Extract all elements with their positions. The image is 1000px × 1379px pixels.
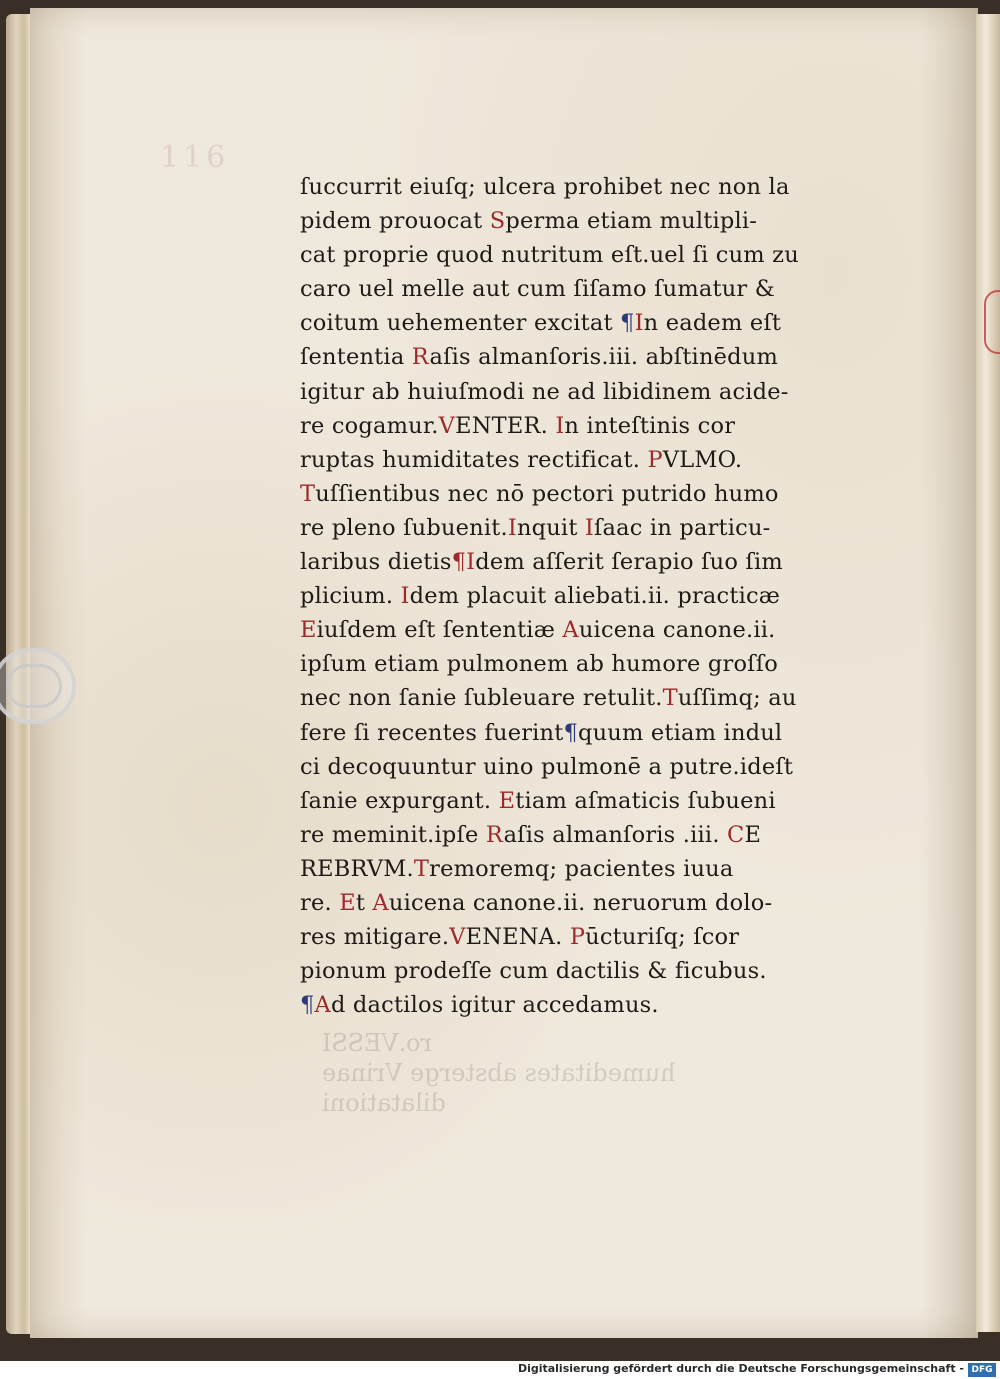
rubric-initial: ¶ [300,992,315,1019]
rubric-initial: T [413,855,430,882]
text-line [300,545,860,579]
text-run: ENTER. [455,412,556,439]
text-run: n eadem eſt [643,310,782,337]
text-run: nquit [516,514,585,541]
text-line [300,443,860,477]
text-line [300,409,860,443]
text-run: n inteſtinis cor [564,412,736,439]
text-run: remoremq; pacientes iuua [429,855,734,882]
text-line [300,238,860,272]
text-run: tiam aſmaticis ſubueni [515,787,776,814]
rubric-initial: E [339,889,356,916]
text-run: REBRVM. [300,855,414,882]
text-run: fere ſi recentes fuerint [300,719,564,746]
text-run: ipſum etiam pulmonem ab humore groſſo [300,651,778,678]
rubric-initial: E [300,617,317,644]
text-line [300,988,860,1022]
rubric-initial: A [314,992,331,1019]
text-line [300,340,860,374]
text-run: pidem prouocat [300,208,490,235]
text-run: ci decoquuntur uino pulmonē a putre.ideſt [300,753,794,780]
text-line [300,204,860,238]
text-run: ſententia [300,344,412,371]
text-run: ENENA. [465,924,570,951]
text-run: cat proprie quod nutritum eſt.uel ſi cum zu [300,242,799,269]
text-run: t [355,889,373,916]
text-run: igitur ab huiuſmodi ne ad libidinem acide- [300,378,789,405]
rubric-initial: T [662,685,678,712]
paper-clip [0,648,76,724]
folio-number-ghost: 116 [160,140,230,175]
text-run: iuſdem eſt ſententiæ [316,617,563,644]
text-line [300,375,860,409]
rubric-initial: I [400,583,410,610]
rubric-initial: V [449,924,466,951]
rubric-initial: A [562,617,579,644]
text-line [300,511,860,545]
text-run: re meminit.ipſe [300,821,486,848]
text-run: ſanie expurgant. [300,787,499,814]
page-fore-edge [976,14,1000,1332]
text-run: dem aſſerit ſerapio ſuo ſim [475,549,783,576]
text-line [300,170,860,204]
text-run: re cogamur. [300,412,439,439]
text-run: uſſientibus nec nō pectori putrido humo [315,480,779,507]
text-run: dem placuit aliebati.ii. practicæ [409,583,781,610]
funding-notice: Digitalisierung gefördert durch die Deutsche Forschungsgemeinschaft - [517,1362,964,1375]
show-through-line: ro.VESSI [322,1029,432,1057]
text-line [300,579,860,613]
text-run: ūcturiſq; ſcor [585,924,740,951]
text-run: perma etiam multipli- [505,208,758,235]
rubric-initial: I [555,412,565,439]
rubric-initial: I [584,514,595,541]
text-line [300,954,860,988]
rubric-initial: E [498,787,516,814]
text-run: ſaac in particu- [594,514,771,541]
text-line [300,477,860,511]
text-run: ruptas humiditates rectificat. [300,446,648,473]
text-run: aſis almanſoris .iii. [503,821,728,848]
text-run: VLMO. [662,446,743,473]
text-line [300,272,860,306]
rubric-initial: I [507,514,517,541]
rubric-initial: I [634,310,644,337]
dfg-logo: DFG [968,1363,996,1377]
text-line [300,613,860,647]
text-line [300,920,860,954]
text-run: res mitigare. [300,924,450,951]
show-through-text [322,1028,802,1118]
text-run: E [744,821,762,848]
text-line [300,750,860,784]
rubric-initial: P [647,446,663,473]
text-line [300,818,860,852]
text-run: caro uel melle aut cum ſiſamo ſumatur & [300,276,775,303]
text-line [300,306,860,340]
rubric-initial: I [466,549,476,576]
text-run: d dactilos igitur accedamus. [330,992,659,1019]
rubric-initial: T [300,480,316,507]
printed-text-block [300,170,860,1022]
text-run: aſis almanſoris.iii. abſtinēdum [429,344,778,371]
text-run: quum etiam indul [578,719,783,746]
text-line [300,681,860,715]
text-line [300,852,860,886]
text-line [300,716,860,750]
paper-clip-inner [6,664,62,708]
rubric-initial: V [438,412,456,439]
text-run: pionum prodeſſe cum dactilis & ficubus. [300,958,767,985]
rubric-initial: C [727,821,745,848]
text-run: coitum uehementer excitat [300,310,621,337]
text-run: re pleno ſubuenit. [300,514,508,541]
text-run: laribus dietis [300,549,452,576]
text-run: plicium. [300,583,401,610]
text-run: re. [300,889,340,916]
text-run: nec non ſanie ſubleuare retulit. [300,685,663,712]
text-line [300,647,860,681]
rubric-initial: R [411,344,430,371]
library-stamp-fragment [984,290,1000,354]
text-run: uſſimq; au [677,685,797,712]
text-run: ſuccurrit eiuſq; ulcera prohibet nec non la [300,174,790,200]
text-run: uicena canone.ii. neruorum dolo- [388,889,773,916]
rubric-initial: A [372,889,389,916]
show-through-line: humeditates absterge Vrinae dilatationi [322,1059,676,1117]
rubric-initial: ¶ [563,719,579,746]
rubric-initial: R [485,821,504,848]
rubric-initial: ¶ [451,549,467,576]
text-line [300,886,860,920]
rubric-initial: P [569,924,586,951]
rubric-initial: S [489,208,506,235]
rubric-initial: ¶ [620,310,635,337]
text-line [300,784,860,818]
footer-bar [0,1361,1000,1379]
text-run: uicena canone.ii. [578,617,776,644]
